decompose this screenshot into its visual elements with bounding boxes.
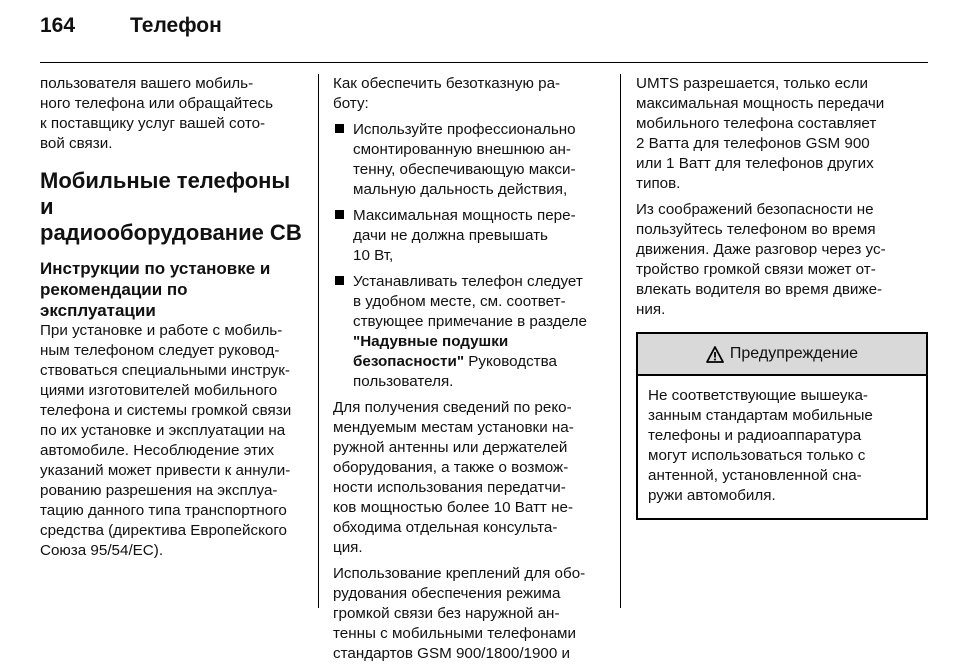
body-paragraph: Для получения сведений по реко- мендуемым местам установки на- ружной антенны или держателей оборудования, а также о возмож- ности использования передатчи- ков мощностью более 10 Ватт не- обходима отдельная консульта- ция. bbox=[333, 399, 574, 556]
column-2 bbox=[333, 74, 605, 664]
subheading: Инструкции по установке и рекомендации по эксплуатации bbox=[40, 259, 271, 320]
bullet-list bbox=[333, 120, 605, 392]
body-paragraph: Из соображений безопасности не пользуйтесь телефоном во время движения. Даже разговор через ус- тройство громкой связи может от- влекать водителя во время движе- ния. bbox=[636, 201, 886, 318]
body-paragraph: Использование креплений для обо- рудования обеспечения режима громкой связи без наружной ан- тенны с мобильными телефонами стандартов GSM 900/1800/1900 и bbox=[333, 565, 586, 662]
square-bullet-icon bbox=[335, 210, 344, 219]
page-title: Телефон bbox=[130, 14, 222, 37]
square-bullet-icon bbox=[335, 276, 344, 285]
square-bullet-icon bbox=[335, 124, 344, 133]
airbag-section-link[interactable]: "Надувные подушки безопасности" bbox=[353, 333, 509, 370]
body-paragraph: При установке и работе с мобиль- ным телефоном следует руковод- ствоваться специальными инструк- циями изготовителей мобильного телефона и системы громкой связи по их установке и эксплуатации на автомобиле. Несоблюдение этих указаний может привести к аннули- рованию разрешения на эксплуа- тацию данного типа транспортного средства (директива Европейского Союза 95/54/EC). bbox=[40, 322, 292, 559]
column-divider-2 bbox=[620, 74, 621, 608]
list-item: Устанавливать телефон следует в удобном месте, см. соответ- ствующее примечание в разделе "Надувные подушки безопасности" Руководства пользователя. bbox=[333, 272, 605, 392]
section-heading: Мобильные телефоны и радиооборудование CB bbox=[40, 168, 302, 245]
warning-header bbox=[638, 334, 926, 376]
page-number: 164 bbox=[40, 14, 76, 37]
warning-triangle-icon bbox=[706, 346, 724, 363]
warning-box bbox=[636, 332, 928, 520]
warning-body: Не соответствующие вышеука- занным стандартам мобильные телефоны и радиоаппаратура могут использоваться только с антенной, установленной сна- ружи автомобиля. bbox=[648, 387, 873, 504]
warning-title: Предупреждение bbox=[729, 345, 859, 362]
list-item: Максимальная мощность пере- дачи не должна превышать 10 Вт, bbox=[333, 206, 605, 266]
column-divider-1 bbox=[318, 74, 319, 608]
intro-paragraph: пользователя вашего мобиль- ного телефона или обращайтесь к поставщику услуг вашей сото- вой связи. bbox=[40, 75, 273, 152]
column-1 bbox=[40, 74, 308, 561]
body-paragraph: UMTS разрешается, только если максимальная мощность передачи мобильного телефона составляет 2 Ватта для телефонов GSM 900 или 1 Ватт для телефонов других типов. bbox=[636, 75, 885, 192]
intro-paragraph: Как обеспечить безотказную ра- боту: bbox=[333, 75, 561, 112]
header-rule bbox=[40, 62, 928, 63]
list-item: Используйте профессионально смонтированную внешнюю ан- тенну, обеспечивающую макси- мальную дальность действия, bbox=[333, 120, 605, 200]
column-3 bbox=[636, 74, 928, 520]
